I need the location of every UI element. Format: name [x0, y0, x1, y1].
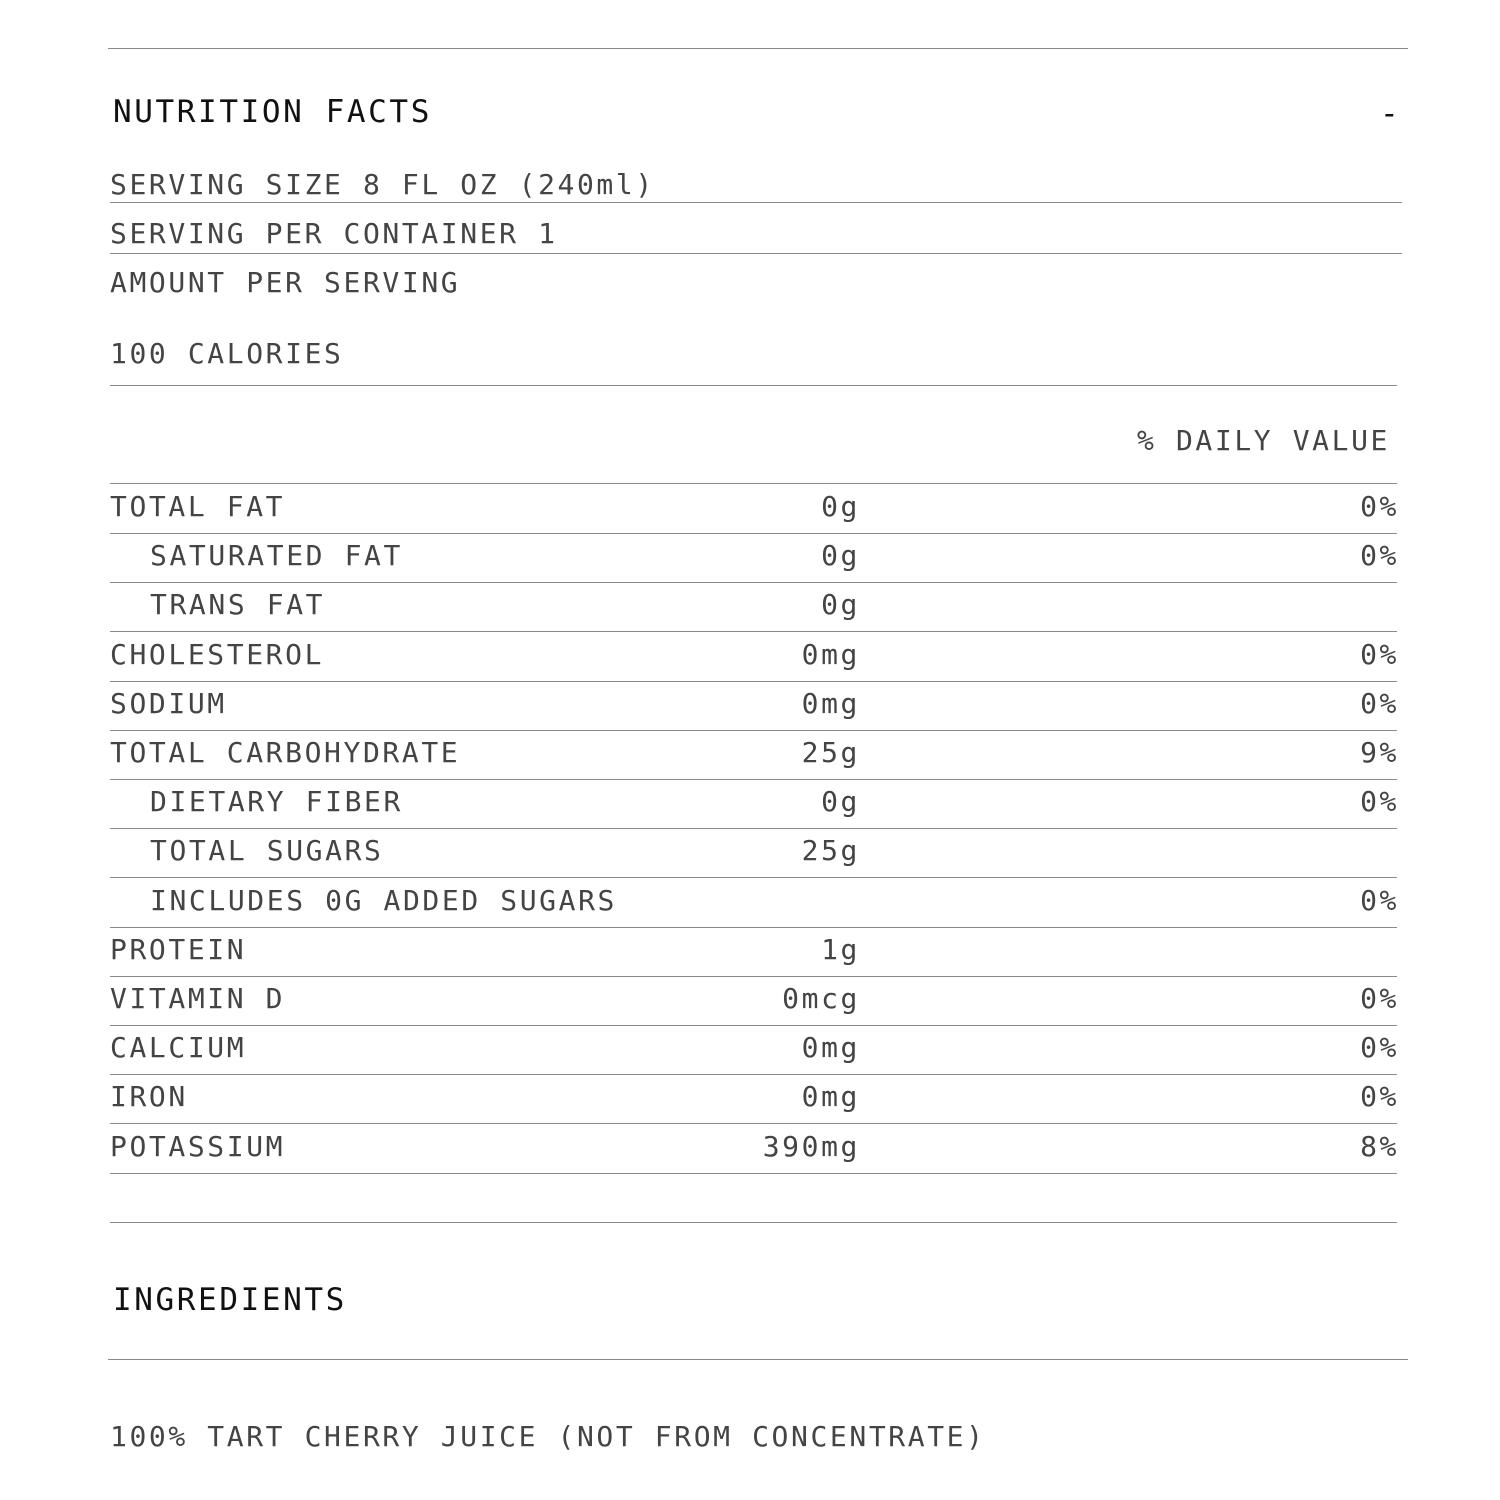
nutrient-name: TOTAL FAT [110, 490, 286, 523]
nutrient-row [110, 632, 1397, 682]
nutrient-row [110, 681, 1397, 731]
nutrient-amount: 0mg [801, 637, 860, 671]
serving-size: SERVING SIZE 8 FL OZ (240ml) [110, 168, 655, 201]
nutrient-row [110, 1025, 1397, 1075]
nutrient-row [110, 878, 1397, 928]
calories: 100 CALORIES [110, 337, 344, 370]
nutrient-name: DIETARY FIBER [150, 785, 403, 819]
nutrient-amount: 0mg [801, 1031, 860, 1065]
nutrient-name: PROTEIN [110, 932, 247, 966]
nutrient-name: SODIUM [110, 686, 227, 720]
nutrient-amount: 0mg [801, 1080, 860, 1114]
nutrient-daily-value: 0% [1360, 785, 1399, 819]
calories-divider [110, 385, 1397, 386]
nutrient-amount: 0mg [801, 686, 860, 720]
nutrient-daily-value: 0% [1360, 1080, 1399, 1114]
top-divider [108, 48, 1408, 49]
nutrient-amount: 0g [821, 785, 860, 819]
nutrient-daily-value: 0% [1360, 637, 1399, 671]
nutrient-name: IRON [110, 1080, 188, 1114]
ingredients-text: 100% TART CHERRY JUICE (NOT FROM CONCENTRATE) [110, 1420, 986, 1453]
nutrient-name: VITAMIN D [110, 982, 286, 1015]
nutrient-row [110, 1124, 1397, 1174]
serving-size-divider [110, 202, 1402, 203]
nutrient-row [110, 1074, 1397, 1124]
nutrient-name: TOTAL CARBOHYDRATE [110, 736, 461, 769]
ingredients-divider [108, 1359, 1408, 1360]
nutrient-amount: 0g [821, 539, 860, 573]
nutrient-amount: 25g [801, 834, 860, 868]
servings-divider [110, 253, 1402, 254]
nutrient-name: TRANS FAT [150, 588, 326, 622]
nutrient-name: TOTAL SUGARS [150, 834, 384, 868]
nutrient-row [110, 828, 1397, 878]
amount-per-serving: AMOUNT PER SERVING [110, 266, 461, 299]
nutrition-facts-title: NUTRITION FACTS [113, 94, 432, 130]
nutrient-amount: 390mg [762, 1129, 860, 1163]
servings-per-container: SERVING PER CONTAINER 1 [110, 217, 558, 250]
nutrient-name: SATURATED FAT [150, 539, 403, 573]
nutrient-row [110, 582, 1397, 632]
ingredients-title: INGREDIENTS [113, 1282, 347, 1318]
nutrient-row [110, 484, 1397, 534]
nutrient-daily-value: 0% [1360, 982, 1399, 1015]
nutrient-daily-value: 0% [1360, 490, 1399, 523]
nutrient-name: INCLUDES 0G ADDED SUGARS [150, 883, 617, 917]
nutrient-amount: 25g [801, 736, 860, 769]
nutrient-amount: 1g [821, 932, 860, 966]
nutrient-daily-value: 8% [1360, 1129, 1399, 1163]
nutrient-row [110, 533, 1397, 583]
nutrient-name: CALCIUM [110, 1031, 247, 1065]
nutrient-daily-value: 0% [1360, 1031, 1399, 1065]
nutrient-amount: 0g [821, 588, 860, 622]
nutrient-name: POTASSIUM [110, 1129, 286, 1163]
nutrient-daily-value: 0% [1360, 686, 1399, 720]
nutrient-row [110, 976, 1397, 1026]
nutrient-daily-value: 9% [1360, 736, 1399, 769]
ingredients-top-divider [110, 1222, 1397, 1223]
nutrient-row [110, 730, 1397, 780]
nutrient-row [110, 927, 1397, 977]
nutrient-daily-value: 0% [1360, 883, 1399, 917]
nutrient-daily-value: 0% [1360, 539, 1399, 573]
nutrient-amount: 0mcg [782, 982, 860, 1015]
nutrient-row [110, 779, 1397, 829]
nutrient-amount: 0g [821, 490, 860, 523]
nutrient-name: CHOLESTEROL [110, 637, 325, 671]
collapse-toggle-button[interactable]: - [1380, 96, 1399, 132]
daily-value-header: % DAILY VALUE [1137, 424, 1390, 457]
